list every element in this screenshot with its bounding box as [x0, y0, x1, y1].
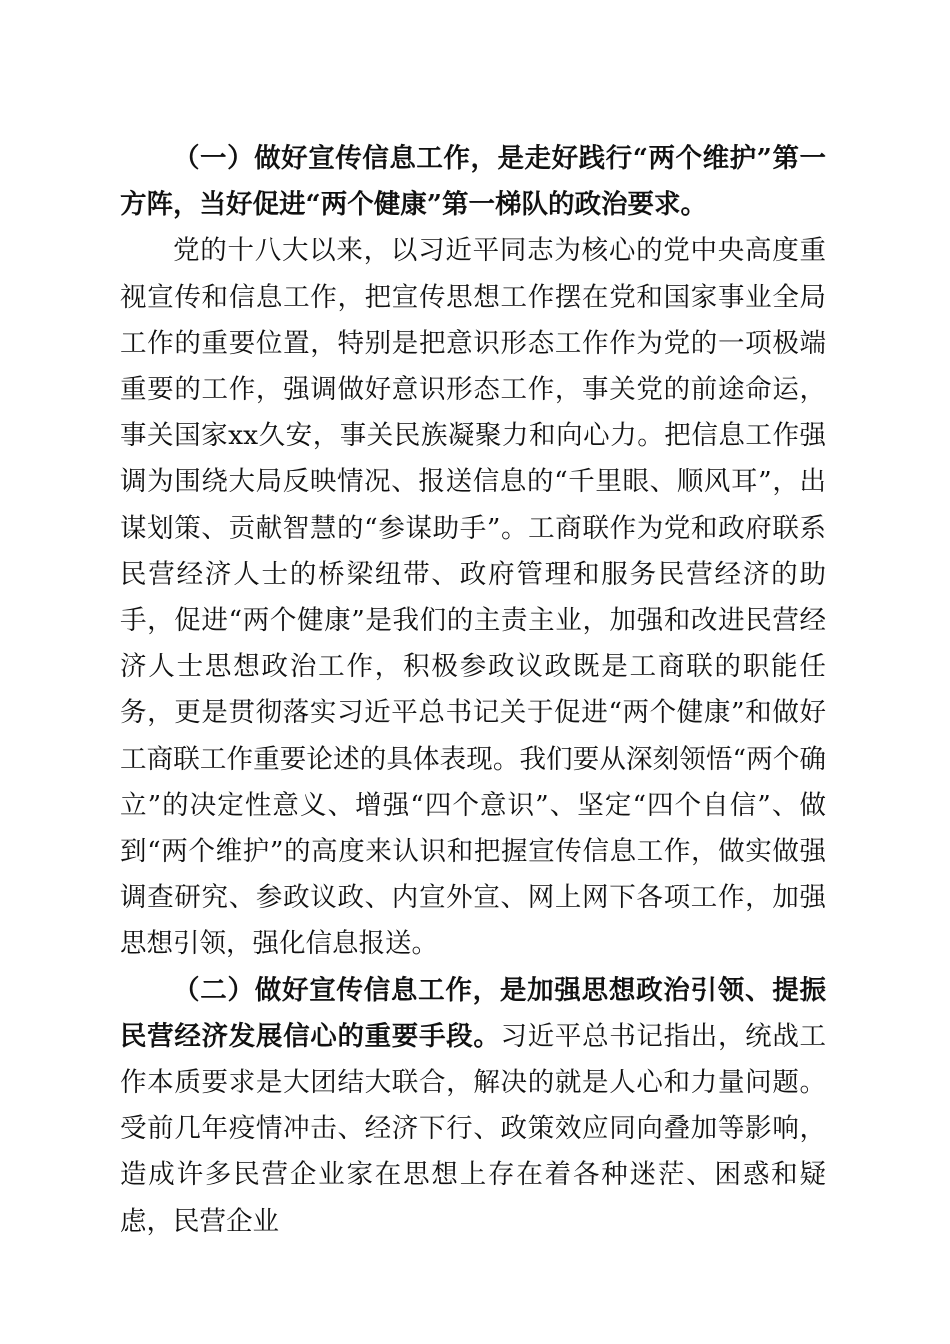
paragraph-text: 党的十八大以来，以习近平同志为核心的党中央高度重视宣传和信息工作，把宣传思想工作摆在党和国家事业全局工作的重要位置，特别是把意识形态工作作为党的一项极端重要的工作，强调做好意识形态工作，事关党的前途命运，事关国家xx久安，事关民族凝聚力和向心力。把信息工作强调为围绕大局反映情况、报送信息的“千里眼、顺风耳”，出谋划策、贡献智慧的“参谋助手”。工商联作为党和政府联系民营经济人士的桥梁纽带、政府管理和服务民营经济的助手，促进“两个健康”是我们的主责主业，加强和改进民营经济人士思想政治工作，积极参政议政既是工商联的职能任务，更是贯彻落实习近平总书记关于促进“两个健康”和做好工商联工作重要论述的具体表现。我们要从深刻领悟“两个确立”的决定性意义、增强“四个意识”、坚定“四个自信”、做到“两个维护”的高度来认识和把握宣传信息工作，做实做强调查研究、参政议政、内宣外宣、网上网下各项工作，加强思想引领，强化信息报送。 [120, 235, 826, 960]
document-body [120, 136, 826, 1245]
heading-text: （一）做好宣传信息工作，是走好践行“两个维护”第一方阵，当好促进“两个健康”第一梯队的政治要求。 [120, 143, 826, 221]
heading-text: （二）做好宣传信息工作，是加强思想政治引领、提振民营经济发展信心的重要手段。 [120, 974, 826, 1052]
body-paragraph-1 [120, 228, 826, 967]
section-heading-2 [120, 968, 826, 1245]
section-heading-1 [120, 136, 826, 228]
paragraph-text: 习近平总书记指出，统战工作本质要求是大团结大联合，解决的就是人心和力量问题。受前几年疫情冲击、经济下行、政策效应同向叠加等影响，造成许多民营企业家在思想上存在着各种迷茫、困惑和疑虑，民营企业 [120, 1020, 827, 1237]
